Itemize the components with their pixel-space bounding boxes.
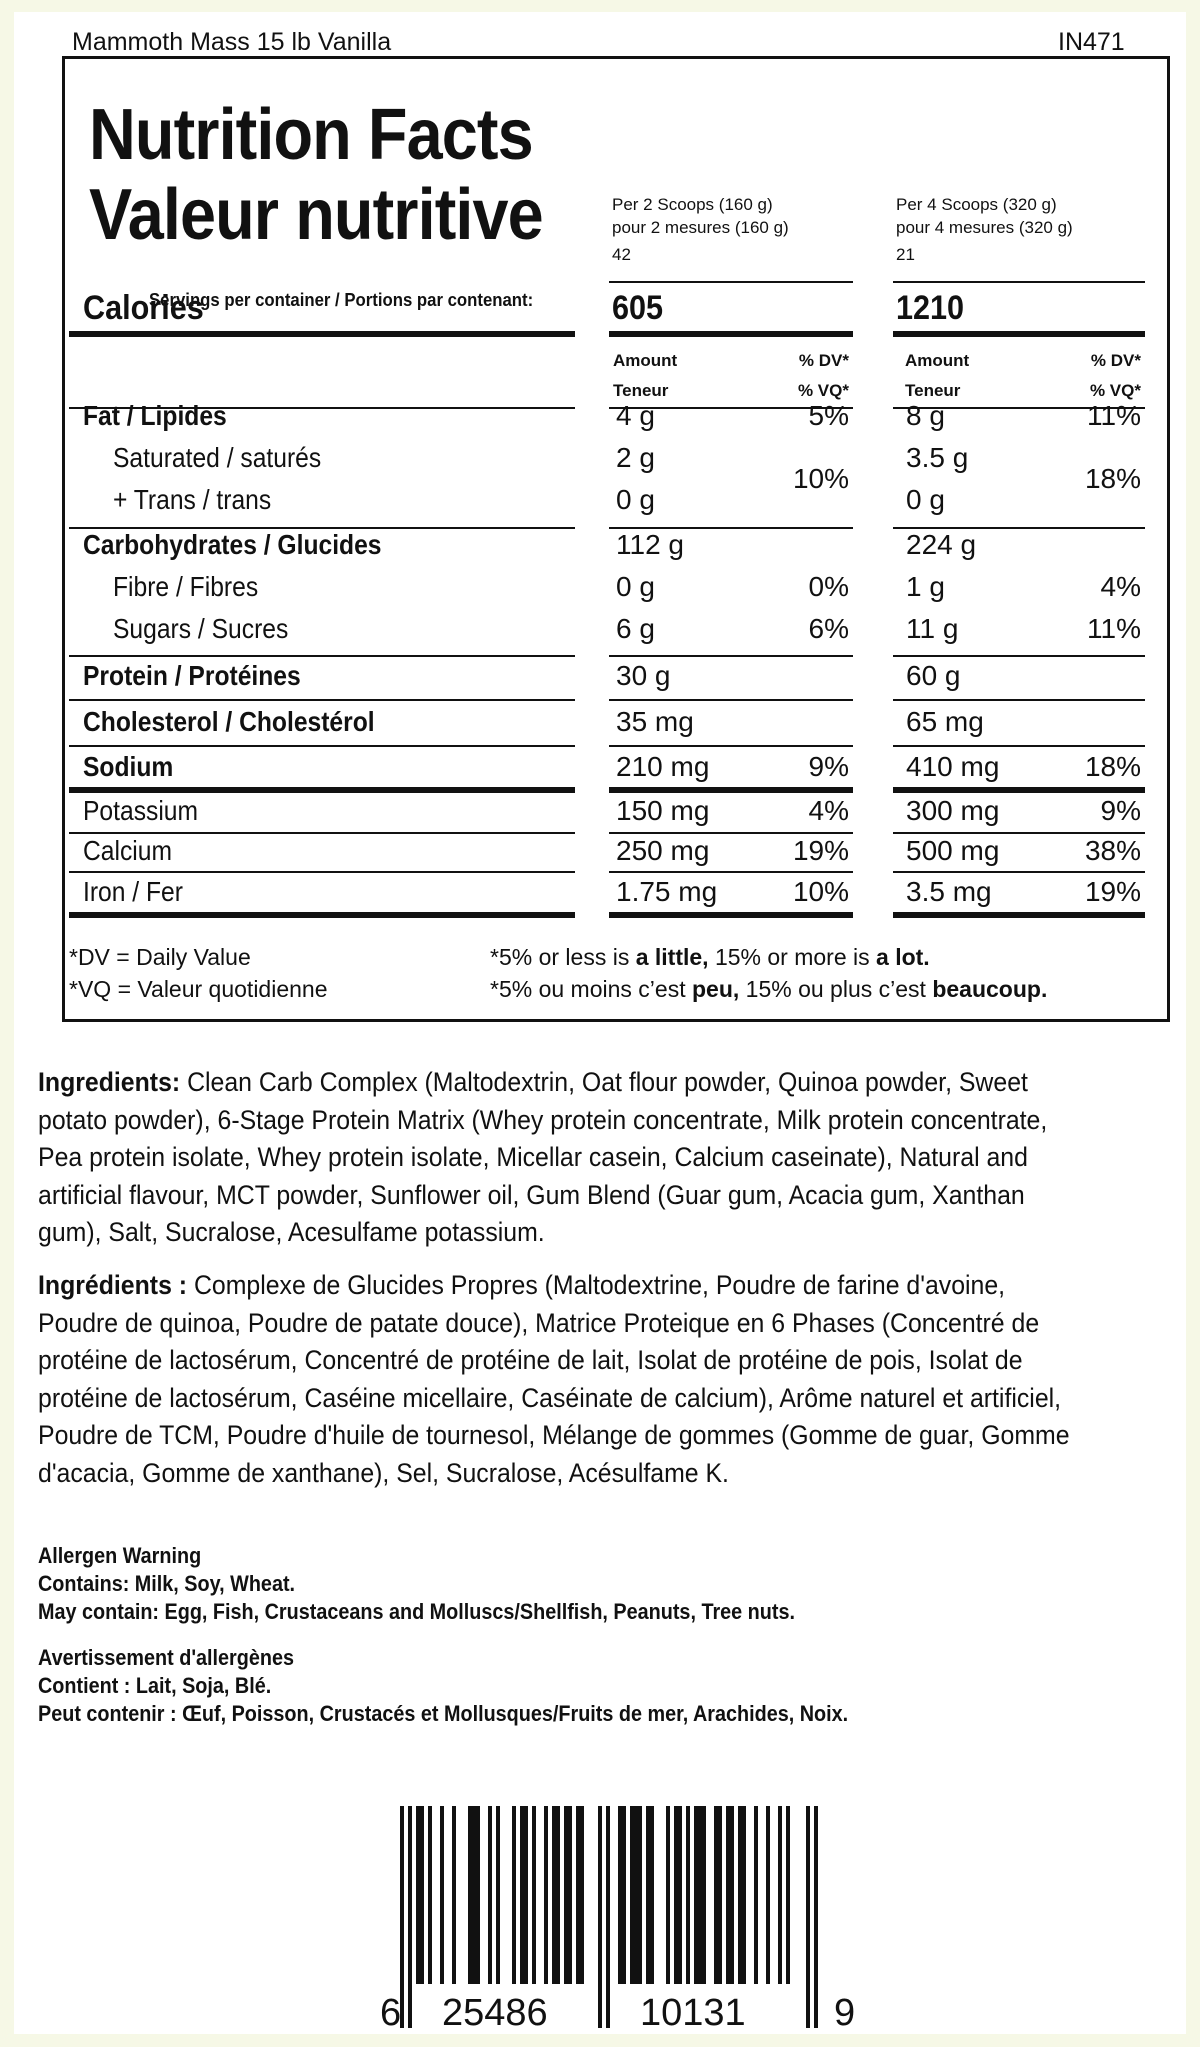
product-code: IN471 xyxy=(1058,28,1125,56)
divider xyxy=(893,871,1145,873)
nutrient-label: Sugars / Sucres xyxy=(113,613,289,644)
col2-amount: 65 mg xyxy=(906,706,984,737)
vq-label: % VQ* xyxy=(1089,381,1141,400)
col1-daily-value: 0% xyxy=(808,571,849,602)
col2-daily-value: 9% xyxy=(1100,795,1141,826)
col1-daily-value: 6% xyxy=(808,613,849,644)
thick-divider xyxy=(69,912,575,918)
footnote-scale-en xyxy=(490,941,1047,973)
divider xyxy=(69,745,575,747)
thick-divider xyxy=(893,787,1145,793)
footnote-dv-block xyxy=(69,941,328,1005)
barcode-bar xyxy=(738,1806,746,1984)
barcode-bar xyxy=(564,1806,572,1984)
col1-daily-value: 19% xyxy=(792,835,849,866)
divider xyxy=(69,832,575,834)
ingredients-fr-text: Complexe de Glucides Propres (Maltodextrine, Poudre de farine d'avoine, Poudre de quinoa, Poudre de patate douce), Matrice Proteique en 6 Phases (Concentré de protéine de lactosérum, Concentré de protéine de lait, Isolat de protéine de pois, Isolat de protéine de lactosérum, Caséine micellaire, Caséinate de calcium), Arôme naturel et artificiel, Poudre de TCM, Poudre d'huile de tournesol, Mélange de gommes (Gomme de guar, Gomme d'acacia, Gomme de xanthane), Sel, Sucralose, Acésulfame K. xyxy=(38,1270,1070,1488)
col2-daily-value: 38% xyxy=(1084,835,1141,866)
barcode-digit-first: 6 xyxy=(380,1992,402,2034)
barcode-bar xyxy=(806,1806,810,2028)
col1-amount: 1.75 mg xyxy=(616,876,718,907)
ingredients-fr-label: Ingrédients : xyxy=(38,1270,188,1300)
divider xyxy=(609,699,853,701)
fn-en-little: a little, xyxy=(635,944,709,970)
barcode-bar xyxy=(618,1806,626,1984)
footnote-vq: *VQ = Valeur quotidienne xyxy=(69,976,328,1002)
thick-divider xyxy=(69,331,575,337)
fn-en-lot: a lot. xyxy=(876,944,930,970)
col2-amount: 500 mg xyxy=(906,835,1000,866)
fn-fr-pre: *5% ou moins c’est xyxy=(490,976,692,1002)
col2-amount: 11 g xyxy=(906,613,959,644)
barcode-bar xyxy=(452,1806,456,1984)
col2-amount: 3.5 g xyxy=(906,442,969,473)
thick-divider xyxy=(69,787,575,793)
allergen-en xyxy=(38,1542,795,1626)
fn-en-pre: *5% or less is xyxy=(490,944,636,970)
barcode-bar xyxy=(532,1806,536,1984)
col1-amount: 0 g xyxy=(616,484,655,515)
nutrient-label: Calcium xyxy=(83,835,173,866)
amount-label: Amount xyxy=(905,351,970,370)
title-fr: Valeur nutritive xyxy=(89,175,543,255)
nutrient-label: Cholesterol / Cholestérol xyxy=(83,706,375,737)
divider xyxy=(609,655,853,657)
barcode-bar xyxy=(674,1806,682,1984)
divider xyxy=(893,281,1145,283)
col1-amount: 0 g xyxy=(616,571,655,602)
nutrient-label: Iron / Fer xyxy=(83,876,183,907)
fn-fr-beaucoup: beaucoup. xyxy=(932,976,1048,1002)
col2-per-fr: pour 4 mesures (320 g) xyxy=(896,218,1073,237)
barcode-bar xyxy=(666,1806,670,1984)
divider xyxy=(609,832,853,834)
divider xyxy=(69,699,575,701)
barcode-bar xyxy=(606,1806,610,2028)
barcode-bar xyxy=(552,1806,560,1984)
col2-amount: 0 g xyxy=(906,484,945,515)
barcode-digits-right: 10131 xyxy=(640,1992,746,2034)
col2-amount: 60 g xyxy=(906,660,961,691)
col1-amount: 4 g xyxy=(616,400,655,431)
col1-amount: 6 g xyxy=(616,613,655,644)
calories-value-1: 605 xyxy=(612,289,664,327)
footnote-scale-block xyxy=(490,941,1047,1005)
nutrient-label: Fibre / Fibres xyxy=(113,571,259,602)
col2-per-en: Per 4 Scoops (320 g) xyxy=(896,195,1057,214)
nutrient-label: Carbohydrates / Glucides xyxy=(83,529,382,560)
barcode-bar xyxy=(786,1806,790,1984)
nutrition-title xyxy=(89,95,543,255)
col1-per-en: Per 2 Scoops (160 g) xyxy=(612,195,773,214)
col1-amount: 30 g xyxy=(616,660,671,691)
divider xyxy=(893,655,1145,657)
servings-label: Servings per container / Portions par contenant: xyxy=(149,290,534,310)
barcode-bar xyxy=(814,1806,818,2028)
col1-daily-value: 10% xyxy=(792,876,849,907)
allergen-fr-contains: Contient : Lait, Soja, Blé. xyxy=(38,1673,272,1698)
divider xyxy=(609,281,853,283)
col2-amount: 410 mg xyxy=(906,751,1000,782)
col1-servings: 42 xyxy=(612,245,631,264)
divider xyxy=(893,699,1145,701)
ingredients-en xyxy=(38,1064,1087,1252)
barcode-bar xyxy=(754,1806,758,1984)
nutrient-label: Potassium xyxy=(83,795,199,826)
barcode-bar xyxy=(766,1806,770,1984)
fn-fr-mid: 15% ou plus c’est xyxy=(739,976,933,1002)
allergen-fr xyxy=(38,1644,848,1728)
nutrition-facts-table xyxy=(62,56,1170,1022)
calories-label: Calories xyxy=(83,289,204,327)
col1-daily-value: 10% xyxy=(792,463,849,494)
col1-daily-value: 5% xyxy=(808,400,849,431)
barcode-bar xyxy=(488,1806,492,1984)
col1-per-fr: pour 2 mesures (160 g) xyxy=(612,218,789,237)
col1-amount: 250 mg xyxy=(616,835,710,866)
label-page xyxy=(14,12,1186,2034)
allergen-en-title: Allergen Warning xyxy=(38,1543,202,1568)
thick-divider xyxy=(609,787,853,793)
thick-divider xyxy=(609,912,853,918)
barcode-bar xyxy=(496,1806,500,1984)
ingredients-fr xyxy=(38,1267,1087,1492)
barcode-digit-last: 9 xyxy=(834,1992,856,2034)
col2-amount-head xyxy=(905,346,969,406)
col2-daily-value: 18% xyxy=(1084,751,1141,782)
product-name: Mammoth Mass 15 lb Vanilla xyxy=(72,28,392,56)
divider xyxy=(69,655,575,657)
barcode-bar xyxy=(694,1806,706,1984)
divider xyxy=(69,871,575,873)
col1-amount: 112 g xyxy=(616,529,684,560)
divider xyxy=(893,745,1145,747)
barcode-bar xyxy=(630,1806,642,1984)
barcode-bar xyxy=(726,1806,734,1984)
col1-daily-value: 9% xyxy=(808,751,849,782)
dv-label: % DV* xyxy=(1090,351,1141,370)
nutrient-label: Fat / Lipides xyxy=(83,400,227,431)
allergen-en-contains: Contains: Milk, Soy, Wheat. xyxy=(38,1571,296,1596)
thick-divider xyxy=(893,912,1145,918)
nutrient-label: + Trans / trans xyxy=(113,484,272,515)
barcode-bar xyxy=(714,1806,722,1984)
dv-label: % DV* xyxy=(798,351,849,370)
col2-amount: 300 mg xyxy=(906,795,1000,826)
thick-divider xyxy=(609,331,853,337)
divider xyxy=(609,871,853,873)
col1-daily-value: 4% xyxy=(808,795,849,826)
footnote-dv: *DV = Daily Value xyxy=(69,944,251,970)
barcode-bar xyxy=(416,1806,424,1984)
allergen-en-may-contain: May contain: Egg, Fish, Crustaceans and Molluscs/Shellfish, Peanuts, Tree nuts. xyxy=(38,1599,795,1624)
col2-daily-value: 11% xyxy=(1087,400,1141,431)
barcode-bar xyxy=(512,1806,516,1984)
barcode-bar xyxy=(598,1806,602,2028)
col2-daily-value: 19% xyxy=(1084,876,1141,907)
vq-label: % VQ* xyxy=(797,381,849,400)
footnote-scale-fr xyxy=(490,973,1047,1005)
allergen-fr-may-contain: Peut contenir : Œuf, Poisson, Crustacés et Mollusques/Fruits de mer, Arachides, Noix. xyxy=(38,1701,849,1726)
barcode-bar xyxy=(576,1806,584,1984)
column-2-header xyxy=(896,193,1073,266)
barcode-bar xyxy=(520,1806,528,1984)
column-1-header xyxy=(612,193,789,266)
col1-amount: 210 mg xyxy=(616,751,710,782)
teneur-label: Teneur xyxy=(613,381,669,400)
barcode-bar xyxy=(544,1806,548,1984)
barcode-bar xyxy=(428,1806,432,1984)
col1-amount: 2 g xyxy=(616,442,655,473)
col2-dv-head xyxy=(1057,346,1141,406)
fn-en-mid: 15% or more is xyxy=(708,944,877,970)
allergen-fr-title: Avertissement d'allergènes xyxy=(38,1645,294,1670)
barcode-bar xyxy=(686,1806,690,1984)
barcode-bar xyxy=(778,1806,782,1984)
calories-value-2: 1210 xyxy=(896,289,965,327)
nutrient-label: Sodium xyxy=(83,751,174,782)
col2-amount: 1 g xyxy=(906,571,945,602)
col2-servings: 21 xyxy=(896,245,915,264)
thick-divider xyxy=(893,331,1145,337)
barcode-bar xyxy=(468,1806,480,1984)
title-en: Nutrition Facts xyxy=(89,95,533,175)
col2-daily-value: 4% xyxy=(1100,571,1141,602)
header-line xyxy=(14,20,1186,56)
barcode-bar xyxy=(646,1806,654,1984)
barcode-bar xyxy=(408,1806,412,2028)
divider xyxy=(893,832,1145,834)
col2-amount: 3.5 mg xyxy=(906,876,992,907)
divider xyxy=(609,745,853,747)
col2-amount: 224 g xyxy=(906,529,977,560)
nutrient-label: Protein / Protéines xyxy=(83,660,301,691)
col1-dv-head xyxy=(765,346,849,406)
col1-amount: 150 mg xyxy=(616,795,710,826)
fn-fr-peu: peu, xyxy=(691,976,740,1002)
col2-daily-value: 18% xyxy=(1084,463,1141,494)
col2-daily-value: 11% xyxy=(1087,613,1141,644)
amount-label: Amount xyxy=(613,351,678,370)
barcode-bar xyxy=(440,1806,444,1984)
col1-amount-head xyxy=(613,346,677,406)
nutrient-label: Saturated / saturés xyxy=(113,442,322,473)
col2-amount: 8 g xyxy=(906,400,945,431)
ingredients-en-text: Clean Carb Complex (Maltodextrin, Oat flour powder, Quinoa powder, Sweet potato powder), 6-Stage Protein Matrix (Whey protein concentrate, Milk protein concentrate, Pea protein isolate, Whey protein isolate, Micellar casein, Calcium caseinate), Natural and artificial flavour, MCT powder, Sunflower oil, Gum Blend (Guar gum, Acacia gum, Xanthan gum), Salt, Sucralose, Acesulfame potassium. xyxy=(38,1067,1048,1247)
ingredients-en-label: Ingredients: xyxy=(38,1067,181,1097)
col1-amount: 35 mg xyxy=(616,706,694,737)
teneur-label: Teneur xyxy=(905,381,961,400)
barcode-digits-left: 25486 xyxy=(442,1992,548,2034)
